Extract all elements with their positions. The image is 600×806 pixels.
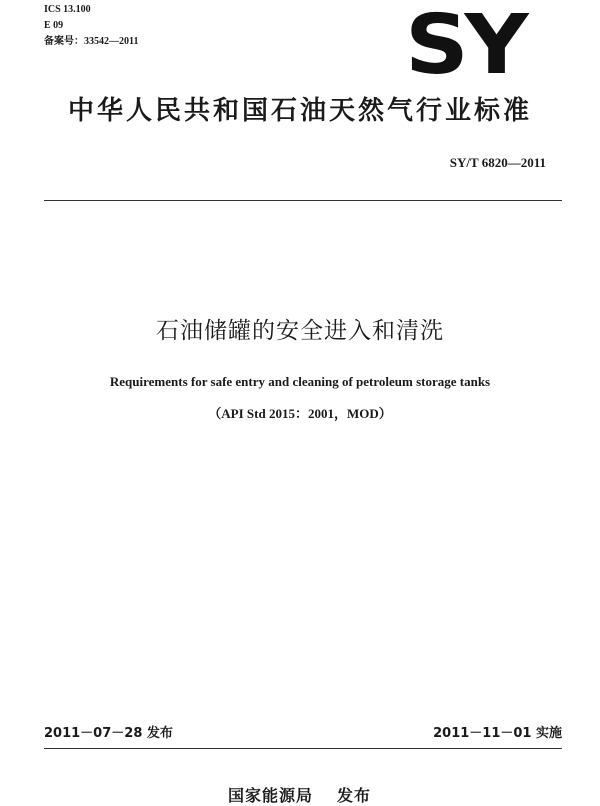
standard-number: SY/T 6820—2011 (449, 155, 546, 170)
issuing-authority (228, 783, 371, 806)
document-title-chinese: 石油储罐的安全进入和清洗 (156, 318, 444, 344)
classification-code: E 09 (44, 20, 64, 31)
classification-codes (44, 2, 138, 50)
issue-date: 2011－07－28 发布 (44, 726, 173, 741)
top-divider (44, 200, 562, 201)
standard-category-title: 中华人民共和国石油天然气行业标准 (67, 96, 532, 126)
document-title-english: Requirements for safe entry and cleaning of petroleum storage tanks (109, 374, 491, 389)
issuer-action: 发布 (337, 786, 372, 805)
bottom-divider (44, 748, 562, 749)
sy-logo: SY (405, 0, 525, 93)
implementation-date: 2011－11－01 实施 (433, 726, 562, 741)
issuer-name: 国家能源局 (228, 786, 314, 805)
ics-code: ICS 13.100 (44, 4, 91, 15)
adoption-reference: （API Std 2015：2001，MOD） (208, 406, 392, 421)
record-number: 备案号：33542—2011 (44, 36, 139, 47)
